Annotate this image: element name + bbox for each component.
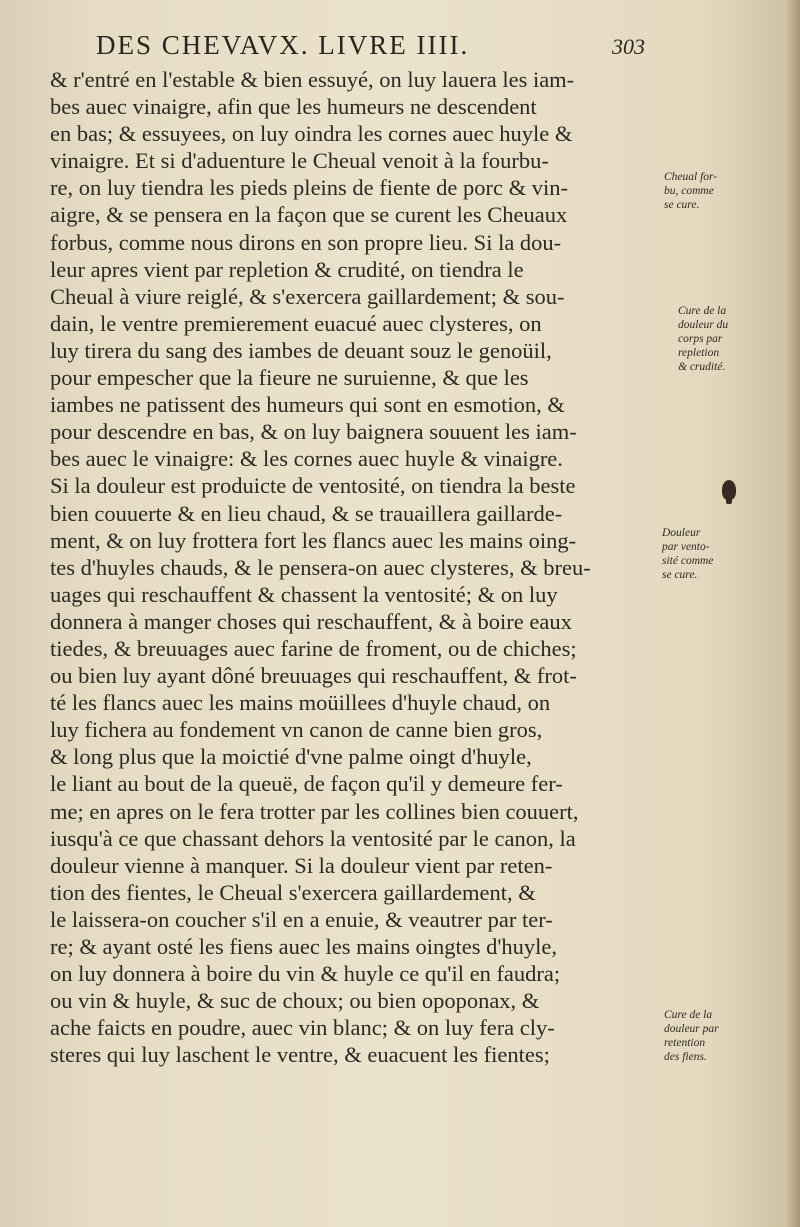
text-line: pour empescher que la fieure ne suruienne, & que les	[50, 365, 529, 391]
margin-note-wind-cure: Douleur par vento- sité comme se cure.	[662, 527, 714, 581]
text-line: & long plus que la moictié d'vne palme oingt d'huyle,	[50, 744, 532, 770]
running-title: DES CHEVAVX. LIVRE IIII.	[96, 30, 470, 60]
text-line: tion des fientes, le Cheual s'exercera gaillardement, &	[50, 879, 536, 905]
text-line: me; en apres on le fera trotter par les collines bien couuert,	[50, 798, 579, 824]
text-line: ou vin & huyle, & suc de choux; ou bien opoponax, &	[50, 988, 540, 1014]
text-line: luy tirera du sang des iambes de deuant souz le genoüil,	[50, 337, 552, 363]
text-line: re; & ayant osté les fiens auec les mains oingtes d'huyle,	[50, 934, 558, 959]
text-line: bes auec le vinaigre: & les cornes auec huyle & vinaigre.	[50, 446, 563, 472]
text-line: Si la douleur est produicte de ventosité, on tiendra la beste	[50, 473, 576, 499]
text-line: bes auec vinaigre, afin que les humeurs ne descendent	[50, 94, 537, 120]
text-line: steres qui luy laschent le ventre, & euacuent les fientes;	[50, 1042, 550, 1068]
text-line: le laissera-on coucher s'il en a enuie, & veautrer par ter-	[50, 906, 553, 932]
text-line: ment, & on luy frottera fort les flancs auec les mains oing-	[50, 527, 577, 553]
text-line: iambes ne patissent des humeurs qui sont en esmotion, &	[50, 392, 565, 418]
text-line: bien couuerte & en lieu chaud, & se trauaillera gaillarde-	[50, 500, 563, 526]
text-line: en bas; & essuyees, on luy oindra les cornes auec huyle &	[50, 121, 573, 147]
text-line: tiedes, & breuuages auec farine de froment, ou de chiches;	[50, 635, 577, 661]
text-line: aigre, & se pensera en la façon que se curent les Cheuaux	[50, 202, 568, 228]
margin-note-retention-cure: Cure de la douleur par retention des fiens.	[664, 1009, 719, 1063]
text-line: luy fichera au fondement vn canon de canne bien gros,	[50, 717, 543, 743]
text-line: uages qui reschauffent & chassent la ventosité; & on luy	[50, 581, 558, 607]
margin-note-founder-cure: Cheual for- bu, comme se cure.	[664, 171, 718, 211]
text-line: donnera à manger choses qui reschauffent, & à boire eaux	[50, 608, 572, 634]
text-line: iusqu'à ce que chassant dehors la ventosité par le canon, la	[50, 825, 576, 851]
text-line: pour descendre en bas, & on luy baignera souuent les iam-	[50, 419, 577, 445]
text-line: re, on luy tiendra les pieds pleins de fiente de porc & vin-	[50, 175, 568, 201]
text-line: té les flancs auec les mains moüillees d'huyle chaud, on	[50, 690, 551, 716]
text-line: douleur vienne à manquer. Si la douleur vient par reten-	[50, 852, 553, 878]
text-line: Cheual à viure reiglé, & s'exercera gaillardement; & sou-	[50, 283, 565, 309]
fleuron-ornament	[722, 480, 736, 500]
text-line: vinaigre. Et si d'aduenture le Cheual venoit à la fourbu-	[50, 148, 549, 174]
text-line: ache faicts en poudre, auec vin blanc; & on luy fera cly-	[50, 1015, 555, 1041]
text-line: le liant au bout de la queuë, de façon qu'il y demeure fer-	[50, 771, 563, 797]
text-line: & r'entré en l'estable & bien essuyé, on luy lauera les iam-	[50, 67, 575, 92]
text-line: dain, le ventre premierement euacué auec clysteres, on	[50, 310, 542, 336]
page-number: 303	[612, 34, 645, 59]
text-line: forbus, comme nous dirons en son propre lieu. Si la dou-	[50, 229, 562, 255]
text-line: leur apres vient par repletion & crudité, on tiendra le	[50, 256, 524, 282]
text-line: tes d'huyles chauds, & le pensera-on auec clysteres, & breu-	[50, 554, 591, 580]
text-line: on luy donnera à boire du vin & huyle ce qu'il en faudra;	[50, 961, 561, 987]
text-line: ou bien luy ayant dôné breuuages qui reschauffent, & frot-	[50, 663, 577, 689]
margin-note-repletion-cure: Cure de la douleur du corps par repletion & crudité.	[678, 305, 729, 373]
body-text	[50, 66, 665, 1068]
